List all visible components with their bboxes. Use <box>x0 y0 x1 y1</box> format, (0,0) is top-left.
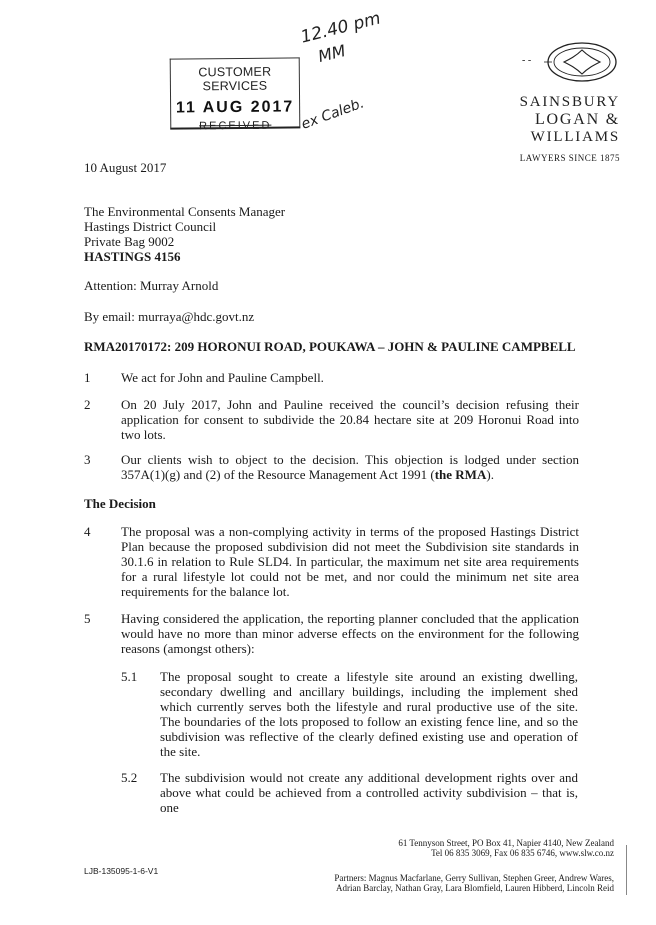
footer-contact: Tel 06 835 3069, Fax 06 835 6746, www.slw.co.nz <box>431 848 614 858</box>
footer-partners-line: Partners: Magnus Macfarlane, Gerry Sullivan, Stephen Greer, Andrew Wares, <box>334 873 614 883</box>
letter-date: 10 August 2017 <box>84 160 167 175</box>
paragraph-3-text: Our clients wish to object to the decision. This objection is lodged under section 357A(1)(g) and (2) of the Resource Management Act 1991 ( <box>121 452 579 482</box>
rma-abbreviation: the RMA <box>434 467 487 482</box>
footer-address-block <box>398 838 614 858</box>
stamp-date: 11 AUG 2017 <box>175 98 295 117</box>
addressee-line: Hastings District Council <box>84 219 217 234</box>
firm-logo-icon <box>540 40 624 84</box>
document-reference: LJB-135095-1-6-V1 <box>84 866 159 876</box>
handwritten-note: ex Caleb. <box>299 95 367 133</box>
para-number: 4 <box>84 524 91 539</box>
firm-name-line1: SAINSBURY <box>519 94 620 110</box>
logo-dash: - - <box>522 55 532 66</box>
para-number: 1 <box>84 370 91 385</box>
addressee-line: The Environmental Consents Manager <box>84 204 286 219</box>
paragraph-5: Having considered the application, the reporting planner concluded that the application would have no more than minor adverse effects on the environment for the following reasons (amongst others): <box>121 611 579 656</box>
margin-mark <box>626 845 627 895</box>
addressee-block <box>84 204 285 264</box>
para-number: 5.1 <box>121 669 138 684</box>
para-number: 2 <box>84 397 91 412</box>
paragraph-5-1: The proposal sought to create a lifestyle site around an existing dwelling, secondary dwelling and ancillary buildings, including the implement shed which currently serves both the lifestyle and rural productive use of the site. The boundaries of the lots proposed to follow an existing fence line, and so the subdivision was reflective of the clearly defined existing use and operation of the site. <box>160 669 578 759</box>
addressee-city: HASTINGS 4156 <box>84 249 181 264</box>
stamp-status: RECEIVED <box>199 119 272 133</box>
addressee-line: Private Bag 9002 <box>84 234 175 249</box>
handwritten-initials: MM <box>316 40 348 67</box>
section-heading-decision: The Decision <box>84 496 156 511</box>
para-number: 5.2 <box>121 770 138 785</box>
email-line: By email: murraya@hdc.govt.nz <box>84 309 255 324</box>
para-number: 5 <box>84 611 91 626</box>
footer-partners-line: Adrian Barclay, Nathan Gray, Lara Blomfield, Lauren Hibberd, Lincoln Reid <box>336 883 614 893</box>
firm-name <box>520 94 620 146</box>
letter-subject: RMA20170172: 209 HORONUI ROAD, POUKAWA – JOHN & PAULINE CAMPBELL <box>84 339 576 354</box>
firm-name-line3: WILLIAMS <box>530 129 620 145</box>
footer-partners <box>334 873 614 893</box>
firm-name-line2: LOGAN & <box>534 111 620 128</box>
handwritten-time: 12.40 pm <box>298 8 383 48</box>
paragraph-4: The proposal was a non-complying activity in terms of the proposed Hastings District Plan because the proposed subdivision did not meet the Subdivision site standards in 30.1.6 in relation to Rule SLD4. In particular, the maximum net site area requirements for a rural lifestyle lot could not be met, and nor could the minimum net site area requirements for the balance lot. <box>121 524 579 599</box>
paragraph-2: On 20 July 2017, John and Pauline received the council’s decision refusing their application for consent to subdivide the 20.84 hectare site at 209 Horonui Road into two lots. <box>121 397 579 442</box>
stamp-department: CUSTOMER SERVICES <box>198 64 272 94</box>
paragraph-1: We act for John and Pauline Campbell. <box>121 370 324 385</box>
paragraph-3 <box>121 452 579 482</box>
footer-address: 61 Tennyson Street, PO Box 41, Napier 4140, New Zealand <box>398 838 614 848</box>
received-stamp <box>170 57 301 133</box>
paragraph-3-end: ). <box>486 467 494 482</box>
paragraph-5-2: The subdivision would not create any additional development rights over and above what could be achieved from a controlled activity subdivision – that is, one <box>160 770 578 815</box>
attention-line: Attention: Murray Arnold <box>84 278 219 293</box>
para-number: 3 <box>84 452 91 467</box>
firm-tagline: LAWYERS SINCE 1875 <box>519 153 620 163</box>
